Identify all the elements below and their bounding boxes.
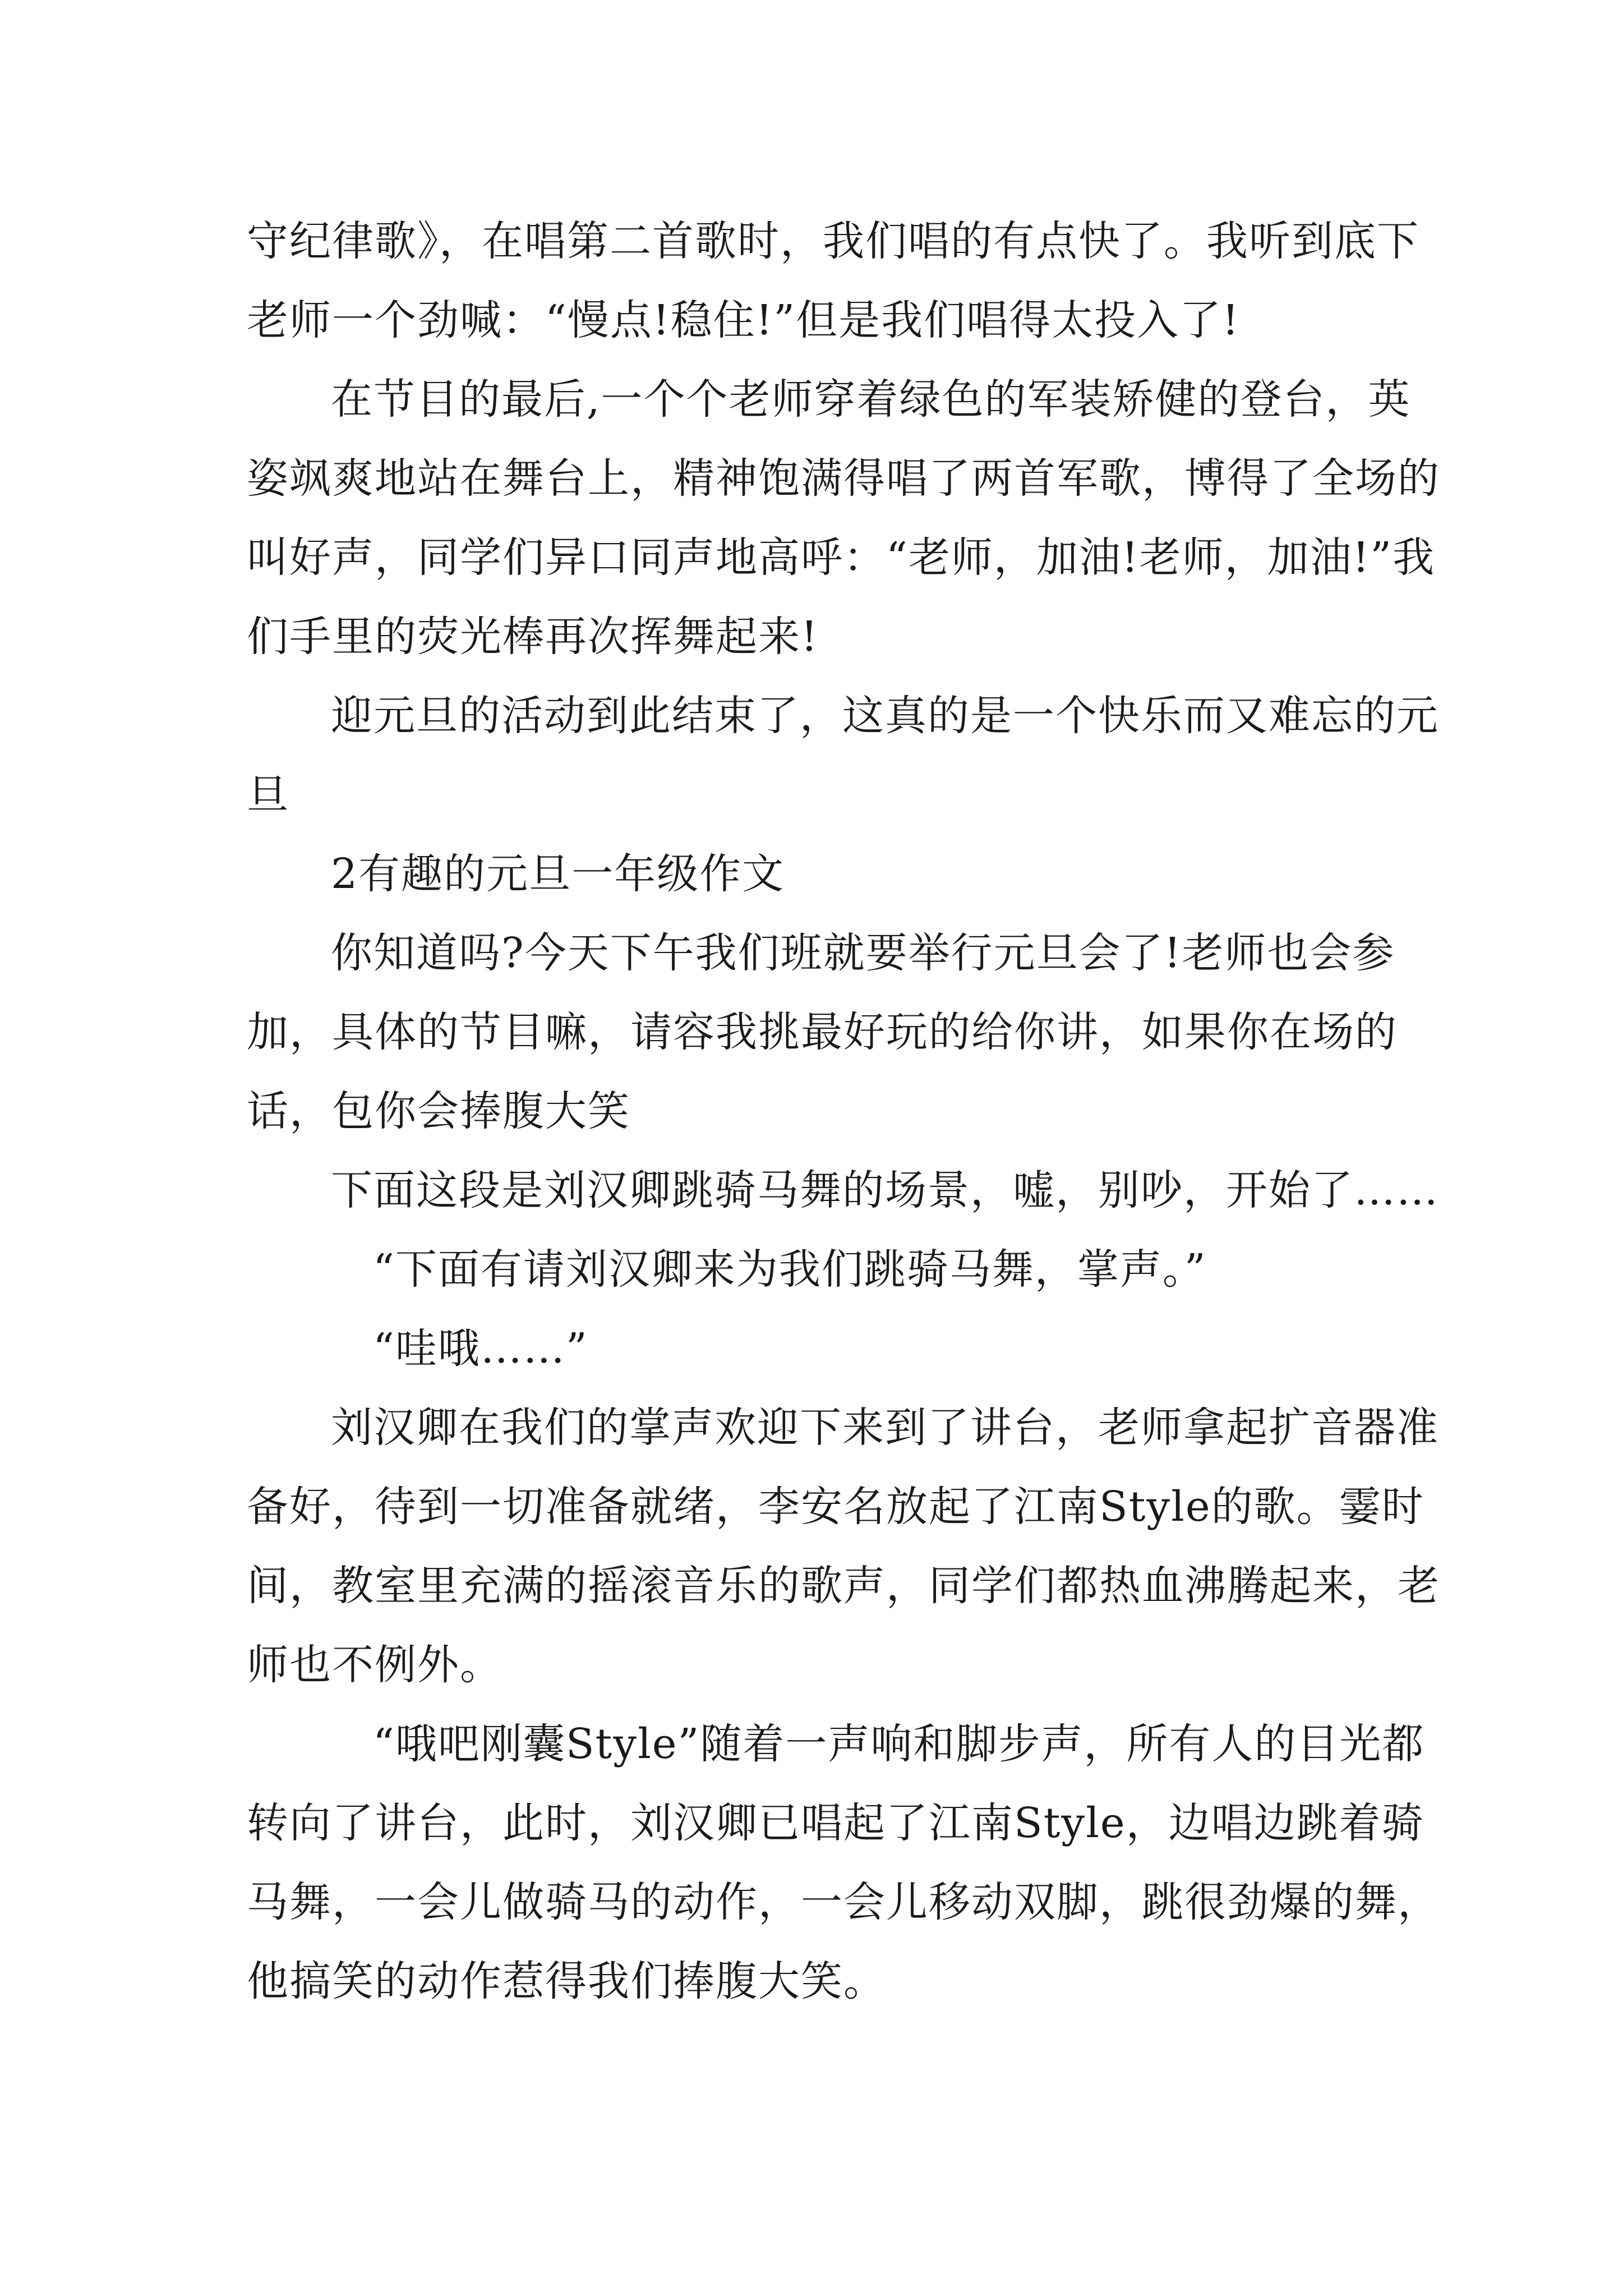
paragraph-dance: “哦吧刚囊Style”随着一声响和脚步声，所有人的目光都转向了讲台，此时，刘汉卿已唱起了江南Style，边唱边跳着骑马舞，一会儿做骑马的动作，一会儿移动双脚，跳很劲爆的舞，他搞笑的动作惹得我们捧腹大笑。	[247, 1720, 1440, 2005]
paragraph-teachers-performance: 在节目的最后,一个个老师穿着绿色的军装矫健的登台，英姿飒爽地站在舞台上，精神饱满得唱了两首军歌，博得了全场的叫好声，同学们异口同声地高呼：“老师，加油!老师，加油!”我们手里的荧光棒再次挥舞起来!	[247, 375, 1440, 661]
paragraph-ending: 迎元旦的活动到此结束了，这真的是一个快乐而又难忘的元旦	[247, 692, 1439, 819]
paragraph-preparation: 刘汉卿在我们的掌声欢迎下来到了讲台，老师拿起扩音器准备好，待到一切准备就绪，李安名放起了江南Style的歌。霎时间，教室里充满的摇滚音乐的歌声，同学们都热血沸腾起来，老师也不例外。	[247, 1404, 1440, 1689]
paragraph-intro: 你知道吗?今天下午我们班就要举行元旦会了!老师也会参加，具体的节目嘛，请容我挑最好玩的给你讲，如果你在场的话，包你会捧腹大笑	[247, 929, 1398, 1135]
paragraph-continuation: 守纪律歌》，在唱第二首歌时，我们唱的有点快了。我听到底下老师一个劲喊：“慢点!稳住!”但是我们唱得太投入了!	[247, 217, 1419, 344]
section-heading: 2有趣的元旦一年级作文	[331, 850, 785, 898]
paragraph-scene: 下面这段是刘汉卿跳骑马舞的场景，嘘，别吵，开始了……	[331, 1166, 1439, 1214]
document-body	[247, 202, 1447, 2021]
paragraph-quote-invite: “下面有请刘汉卿来为我们跳骑马舞，掌声。”	[373, 1245, 1207, 1294]
paragraph-quote-wow: “哇哦……”	[373, 1324, 588, 1373]
